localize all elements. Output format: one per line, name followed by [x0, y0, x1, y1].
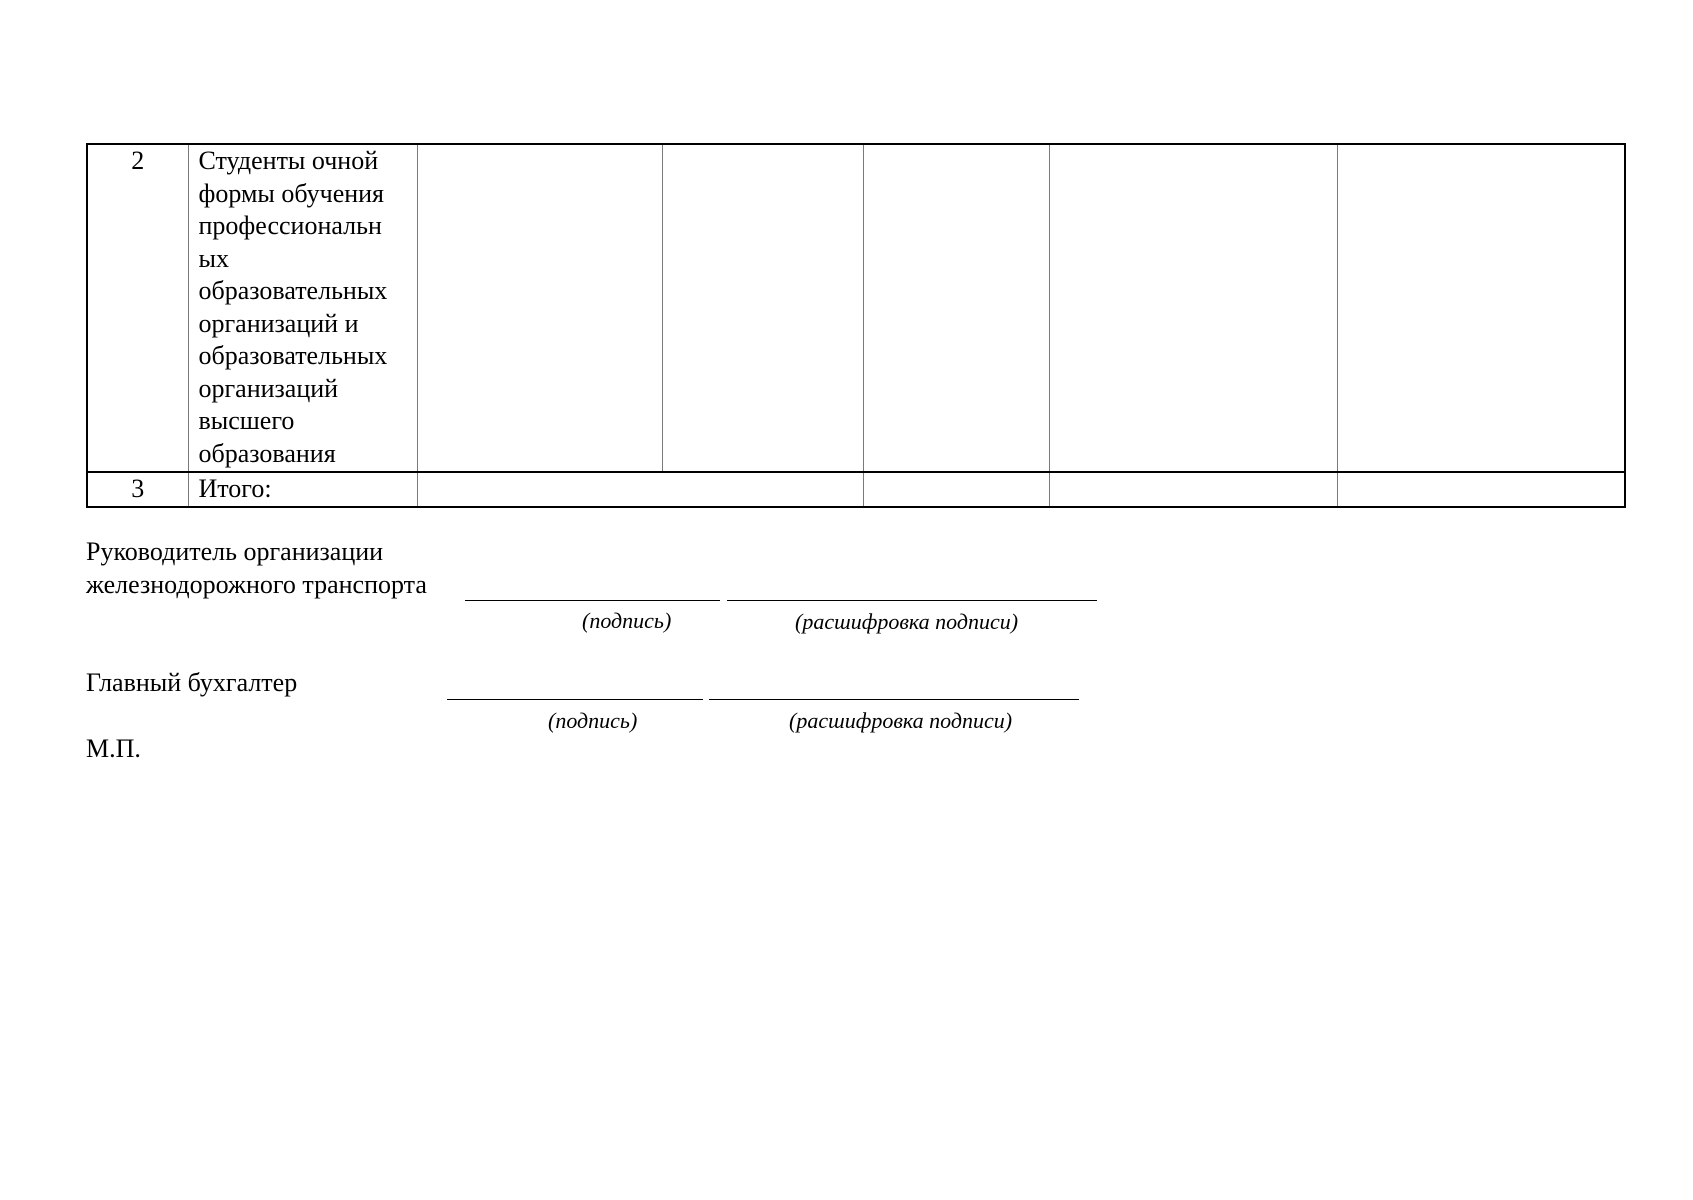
stamp-label: М.П.: [86, 734, 141, 763]
description-line: организаций: [198, 373, 339, 403]
description-line: профессиональн: [198, 211, 382, 240]
description-line: Студенты очной: [198, 146, 379, 175]
row-number: 3: [87, 472, 188, 507]
row-description: Итого:: [188, 472, 417, 507]
data-table: [86, 143, 1626, 508]
head-label-line1: Руководитель организации: [86, 537, 384, 566]
head-signature-line: [465, 600, 720, 601]
table-cell: [1337, 144, 1625, 472]
table-cell: [417, 472, 863, 507]
description-line: ых: [198, 243, 229, 273]
description-line: образования: [198, 438, 336, 468]
head-label-line2: железнодорожного транспорта: [86, 570, 427, 599]
head-decoding-caption: (расшифровка подписи): [795, 609, 1019, 634]
table-cell: [662, 144, 863, 472]
row-number: 2: [87, 144, 188, 472]
table-row-total: [87, 472, 1625, 507]
head-decoding-line: [727, 600, 1097, 601]
table-cell: [863, 472, 1049, 507]
description-line: высшего: [198, 406, 295, 435]
head-signature-caption: (подпись): [582, 608, 672, 633]
description-line: образовательных: [198, 276, 388, 305]
accountant-decoding-caption: (расшифровка подписи): [789, 708, 1013, 733]
table-cell: [417, 144, 662, 472]
description-line: образовательных: [198, 341, 388, 370]
accountant-label: Главный бухгалтер: [86, 668, 298, 697]
accountant-signature-caption: (подпись): [548, 708, 638, 733]
table-cell: [1337, 472, 1625, 507]
table-cell: [1049, 472, 1337, 507]
accountant-signature-line: [447, 699, 703, 700]
description-line: формы обучения: [198, 178, 385, 208]
accountant-decoding-line: [709, 699, 1079, 700]
description-line: организаций и: [198, 308, 359, 338]
table-cell: [1049, 144, 1337, 472]
row-description: [188, 144, 417, 472]
table-row: [87, 144, 1625, 472]
table-cell: [863, 144, 1049, 472]
